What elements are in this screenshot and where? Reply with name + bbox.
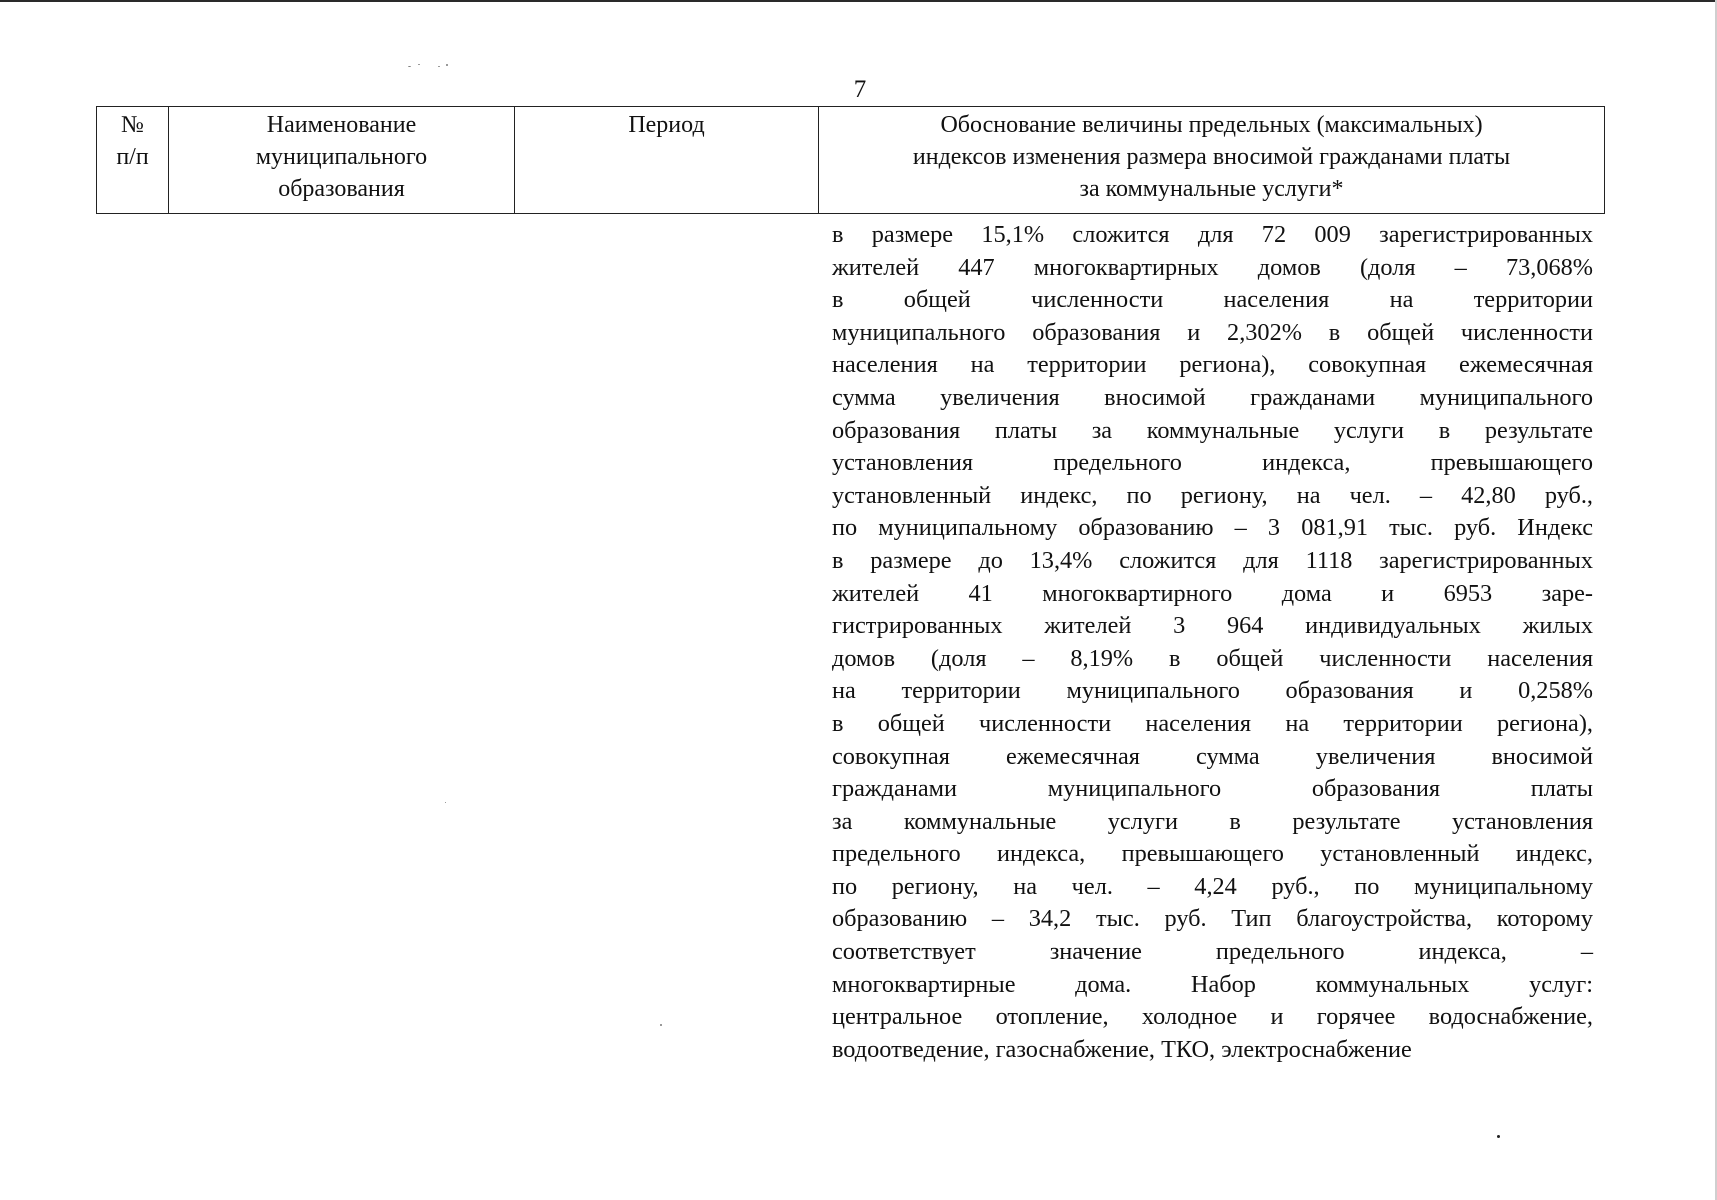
justification-line: населения на территории региона), совокупная ежемесячная bbox=[832, 351, 1593, 379]
scan-speck bbox=[438, 66, 440, 67]
page-number: 7 bbox=[853, 76, 867, 103]
header-municipality-line: образования bbox=[278, 176, 405, 202]
justification-line: многоквартирные дома. Набор коммунальных услуг: bbox=[832, 970, 1593, 998]
justification-line: установления предельного индекса, превышающего bbox=[832, 449, 1593, 477]
scan-speck bbox=[660, 1024, 662, 1026]
justification-line: гистрированных жителей 3 964 индивидуальных жилых bbox=[832, 612, 1593, 640]
justification-line: в общей численности населения на территории региона), bbox=[832, 709, 1593, 737]
scan-speck bbox=[445, 802, 446, 803]
justification-line: предельного индекса, превышающего установленный индекс, bbox=[832, 840, 1593, 868]
justification-line: центральное отопление, холодное и горячее водоснабжение, bbox=[832, 1003, 1593, 1031]
header-period-line: Период bbox=[628, 112, 705, 138]
scan-border-top bbox=[0, 0, 1717, 2]
scan-speck bbox=[446, 64, 448, 66]
justification-text bbox=[832, 219, 1593, 1066]
header-number-line: п/п bbox=[116, 144, 149, 170]
justification-line: установленный индекс, по региону, на чел. – 42,80 руб., bbox=[832, 481, 1593, 509]
scan-speck bbox=[408, 66, 411, 67]
header-municipality-line: муниципального bbox=[255, 144, 428, 170]
justification-line: гражданами муниципального образования платы bbox=[832, 775, 1593, 803]
justification-line: в размере до 13,4% сложится для 1118 зарегистрированных bbox=[832, 546, 1593, 574]
justification-line: по региону, на чел. – 4,24 руб., по муниципальному bbox=[832, 872, 1593, 900]
justification-line: на территории муниципального образования и 0,258% bbox=[832, 677, 1593, 705]
header-row bbox=[97, 107, 1605, 214]
header-municipality-line: Наименование bbox=[266, 112, 417, 138]
justification-line: образованию – 34,2 тыс. руб. Тип благоустройства, которому bbox=[832, 905, 1593, 933]
justification-line: в общей численности населения на территории bbox=[832, 286, 1593, 314]
justification-line: водоотведение, газоснабжение, ТКО, электроснабжение bbox=[832, 1035, 1412, 1063]
header-cell-municipality bbox=[169, 107, 515, 214]
header-justification-line: индексов изменения размера вносимой гражданами платы bbox=[912, 144, 1511, 170]
scan-speck bbox=[1497, 1135, 1500, 1138]
header-cell-justification bbox=[819, 107, 1605, 214]
justification-line: по муниципальному образованию – 3 081,91 тыс. руб. Индекс bbox=[832, 514, 1593, 542]
header-cell-period bbox=[515, 107, 819, 214]
justification-line: жителей 41 многоквартирного дома и 6953 заре- bbox=[832, 579, 1593, 607]
header-justification-line: за коммунальные услуги* bbox=[1079, 176, 1344, 202]
justification-line: в размере 15,1% сложится для 72 009 зарегистрированных bbox=[832, 221, 1593, 248]
justification-line: домов (доля – 8,19% в общей численности населения bbox=[832, 644, 1593, 672]
header-number-line: № bbox=[121, 112, 144, 138]
header-justification-line: Обоснование величины предельных (максимальных) bbox=[940, 112, 1483, 138]
justification-line: соответствует значение предельного индекса, – bbox=[832, 938, 1593, 966]
justification-line: совокупная ежемесячная сумма увеличения вносимой bbox=[832, 742, 1593, 770]
justification-line: за коммунальные услуги в результате установления bbox=[832, 807, 1593, 835]
scan-speck bbox=[418, 64, 420, 65]
justification-line: муниципального образования и 2,302% в общей численности bbox=[832, 318, 1593, 346]
justification-line: образования платы за коммунальные услуги в результате bbox=[832, 416, 1593, 444]
justification-line: жителей 447 многоквартирных домов (доля – 73,068% bbox=[832, 253, 1593, 281]
justification-line: сумма увеличения вносимой гражданами муниципального bbox=[832, 383, 1593, 411]
header-cell-number bbox=[97, 107, 169, 214]
header-table bbox=[96, 106, 1605, 214]
